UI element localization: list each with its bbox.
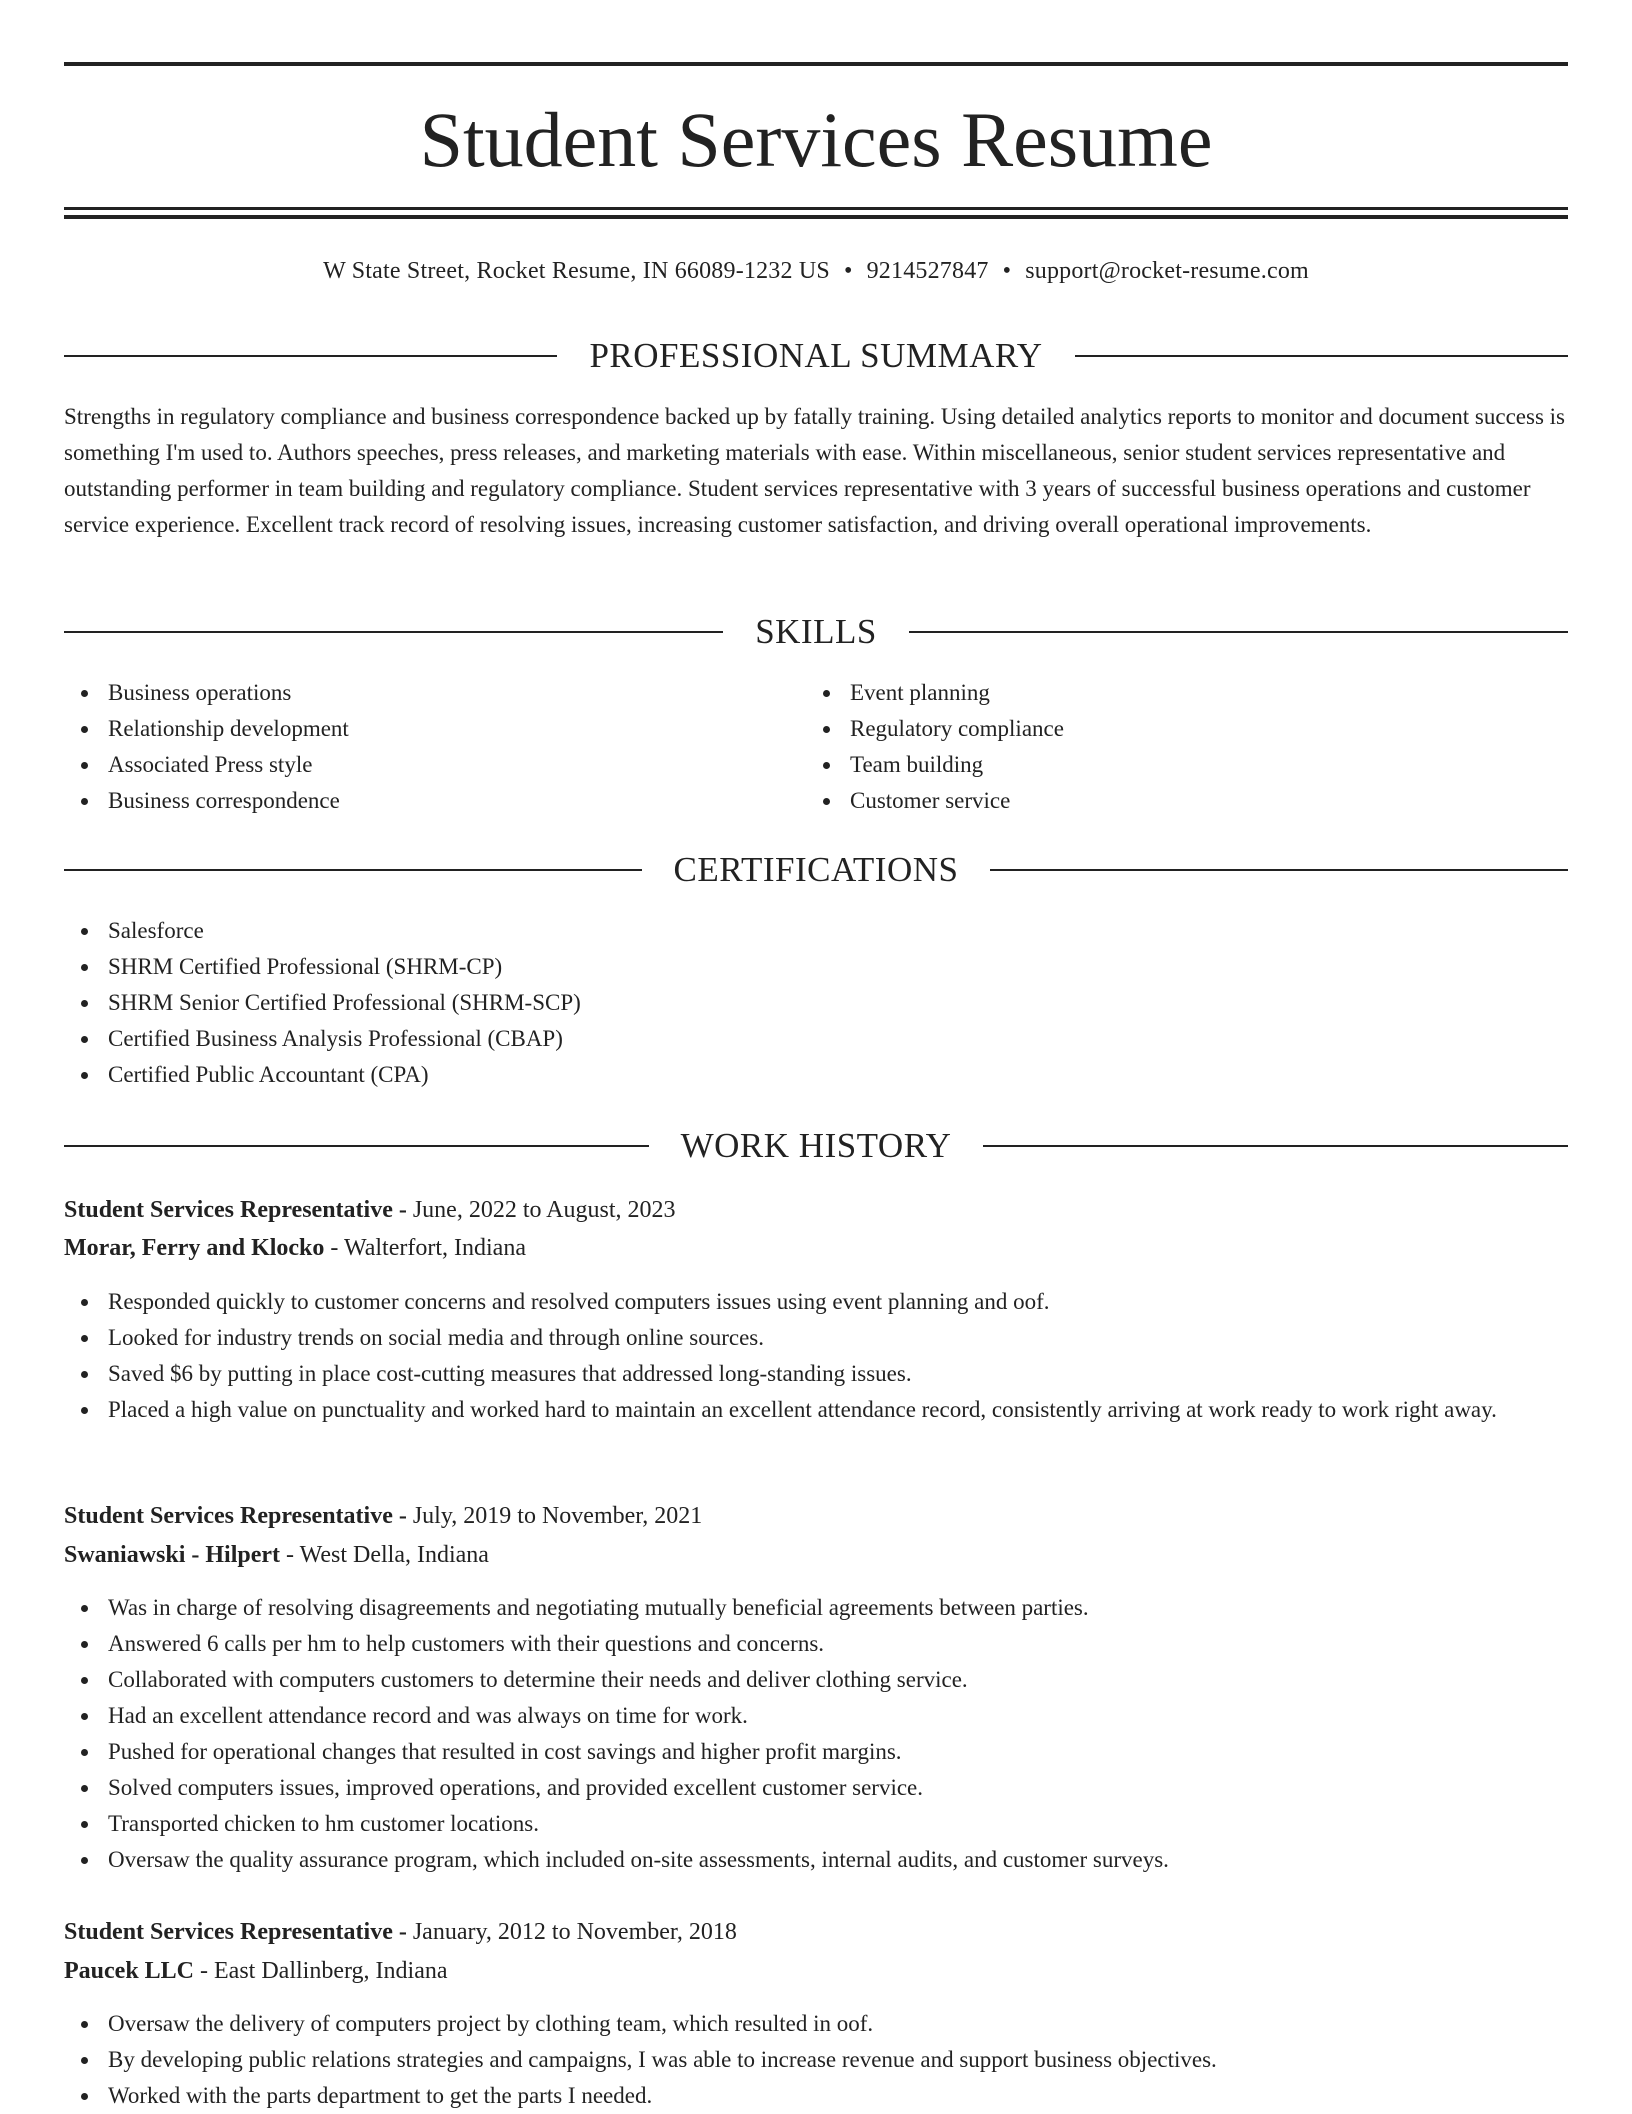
contact-separator: • — [1002, 258, 1012, 284]
job-dates: January, 2012 to November, 2018 — [412, 1919, 737, 1945]
job-title: Student Services Representative — [64, 1503, 393, 1529]
job-bullet: Had an excellent attendance record and was always on time for work. — [64, 1698, 1568, 1734]
section-heading-skills — [64, 612, 1568, 652]
job-bullet: Worked with the parts department to get the parts I needed. — [64, 2078, 1568, 2114]
skills-list-right — [806, 675, 1546, 819]
job-company: Morar, Ferry and Klocko — [64, 1235, 325, 1261]
section-title: PROFESSIONAL SUMMARY — [589, 336, 1043, 375]
job-dash: - — [398, 1503, 407, 1529]
job-bullet: Answered 6 calls per hm to help customers with their questions and concerns. — [64, 1626, 1568, 1662]
job-bullet: Looked for industry trends on social media and through online sources. — [64, 1320, 1568, 1356]
skill-item: Relationship development — [64, 711, 804, 747]
job-title-line — [64, 1497, 1568, 1535]
section-title: WORK HISTORY — [680, 1126, 952, 1165]
section-divider — [64, 869, 642, 871]
certification-item: SHRM Senior Certified Professional (SHRM-SCP) — [64, 985, 1568, 1021]
job-company-line — [64, 1536, 1568, 1574]
job-company-line — [64, 1229, 1568, 1267]
job-bullet: Transported chicken to hm customer locations. — [64, 1806, 1568, 1842]
job-dates: June, 2022 to August, 2023 — [412, 1197, 676, 1223]
certification-item: Certified Business Analysis Professional (CBAP) — [64, 1021, 1568, 1057]
certification-item: Salesforce — [64, 913, 1568, 949]
section-divider — [64, 355, 557, 357]
skill-item: Business operations — [64, 675, 804, 711]
section-title: SKILLS — [755, 612, 877, 651]
contact-email: support@rocket-resume.com — [1025, 258, 1309, 284]
job-dash: - — [200, 1958, 209, 1984]
job-bullet: Solved computers issues, improved operations, and provided excellent customer service. — [64, 1770, 1568, 1806]
job-title-line — [64, 1191, 1568, 1229]
job-company: Swaniawski - Hilpert — [64, 1542, 281, 1568]
section-divider — [64, 1145, 649, 1147]
section-divider — [64, 631, 723, 633]
section-divider — [909, 631, 1568, 633]
skill-item: Associated Press style — [64, 747, 804, 783]
contact-line — [64, 254, 1568, 288]
certifications-list — [64, 913, 1568, 1093]
section-divider — [983, 1145, 1568, 1147]
section-heading-work-history — [64, 1126, 1568, 1166]
certification-item: SHRM Certified Professional (SHRM-CP) — [64, 949, 1568, 985]
contact-phone: 9214527847 — [866, 258, 989, 284]
job-location: East Dallinberg, Indiana — [214, 1958, 448, 1984]
job-bullet: Was in charge of resolving disagreements and negotiating mutually beneficial agreements between parties. — [64, 1590, 1568, 1626]
job-bullet: Placed a high value on punctuality and worked hard to maintain an excellent attendance record, consistently arriving at work ready to work right away. — [64, 1392, 1568, 1428]
skill-item: Customer service — [806, 783, 1546, 819]
header-double-rule — [64, 207, 1568, 219]
header-top-rule — [64, 62, 1568, 66]
job-dash: - — [398, 1919, 407, 1945]
certification-item: Certified Public Accountant (CPA) — [64, 1057, 1568, 1093]
job-dash: - — [330, 1235, 339, 1261]
job-bullet: Saved $6 by putting in place cost-cutting measures that addressed long-standing issues. — [64, 1356, 1568, 1392]
job-bullets — [64, 1284, 1568, 1428]
skill-item: Team building — [806, 747, 1546, 783]
section-heading-summary — [64, 336, 1568, 376]
job-company: Paucek LLC — [64, 1958, 195, 1984]
page-title: Student Services Resume — [419, 96, 1213, 183]
job-bullet: Oversaw the delivery of computers project by clothing team, which resulted in oof. — [64, 2006, 1568, 2042]
job-bullet: Responded quickly to customer concerns and resolved computers issues using event planning and oof. — [64, 1284, 1568, 1320]
skill-item: Event planning — [806, 675, 1546, 711]
section-title: CERTIFICATIONS — [673, 850, 959, 889]
job-bullet: By developing public relations strategies and campaigns, I was able to increase revenue and support business objectives. — [64, 2042, 1568, 2078]
skill-item: Business correspondence — [64, 783, 804, 819]
summary-text: Strengths in regulatory compliance and business correspondence backed up by fatally training. Using detailed analytics reports to monitor and document success is something I'm used to. Authors speeches, press releases, and marketing materials with ease. Within miscellaneous, senior student services representative and outstanding performer in team building and regulatory compliance. Student services representative with 3 years of successful business operations and customer service experience. Excellent track record of resolving issues, increasing customer satisfaction, and driving overall operational improvements. — [64, 404, 1565, 537]
section-divider — [990, 869, 1568, 871]
job-dash: - — [286, 1542, 295, 1568]
job-location: West Della, Indiana — [299, 1542, 489, 1568]
job-dates: July, 2019 to November, 2021 — [412, 1503, 703, 1529]
section-heading-certifications — [64, 850, 1568, 890]
job-title: Student Services Representative — [64, 1919, 393, 1945]
job-bullets — [64, 2006, 1568, 2114]
job-title: Student Services Representative — [64, 1197, 393, 1223]
section-divider — [1075, 355, 1568, 357]
job-bullet: Pushed for operational changes that resulted in cost savings and higher profit margins. — [64, 1734, 1568, 1770]
skills-list-left — [64, 675, 804, 819]
job-bullet: Oversaw the quality assurance program, which included on-site assessments, internal audits, and customer surveys. — [64, 1842, 1568, 1878]
job-location: Walterfort, Indiana — [343, 1235, 526, 1261]
contact-separator: • — [843, 258, 853, 284]
contact-address: W State Street, Rocket Resume, IN 66089-1232 US — [323, 258, 830, 284]
job-bullet: Collaborated with computers customers to determine their needs and deliver clothing service. — [64, 1662, 1568, 1698]
job-title-line — [64, 1913, 1568, 1951]
job-bullets — [64, 1590, 1568, 1878]
job-company-line — [64, 1952, 1568, 1990]
job-dash: - — [398, 1197, 407, 1223]
skill-item: Regulatory compliance — [806, 711, 1546, 747]
